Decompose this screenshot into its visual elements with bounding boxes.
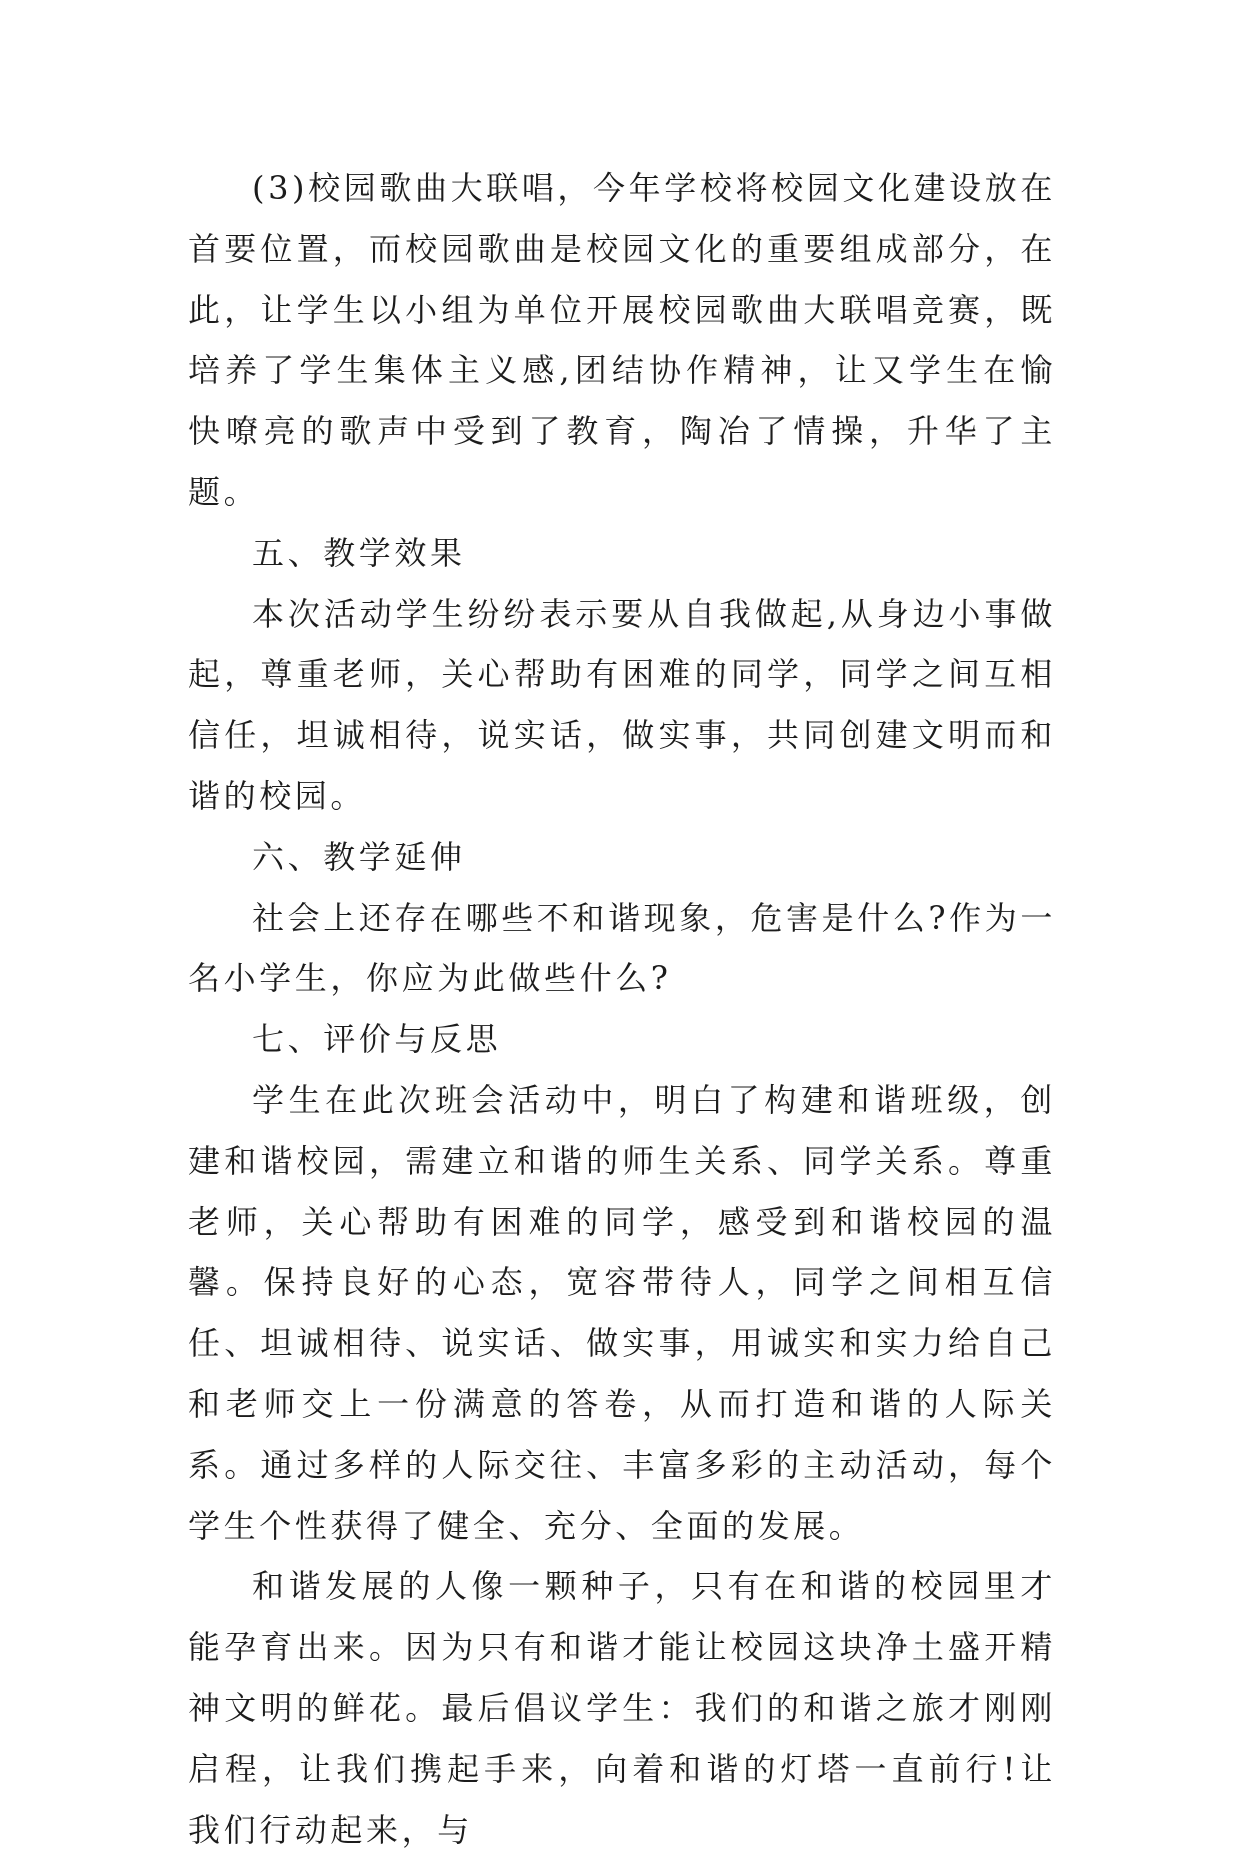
heading-teaching-effect: 五、教学效果 [252, 533, 466, 572]
heading-evaluation-reflection: 七、评价与反思 [252, 1020, 502, 1059]
paragraph-teaching-extension: 社会上还存在哪些不和谐现象，危害是什么?作为一名小学生，你应为此做些什么? [188, 898, 1056, 998]
paragraph-evaluation-reflection: 学生在此次班会活动中，明白了构建和谐班级，创建和谐校园，需建立和谐的师生关系、同学关系。尊重老师，关心帮助有困难的同学，感受到和谐校园的温馨。保持良好的心态，宽容带待人，同学之间相互信任、坦诚相待、说实话、做实事，用诚实和实力给自己 和老师交上一份满意的答卷，从而打造和谐的人际关系。通过多样的人际交往、丰富多彩的主动活动，每个学生个性获得了健全、充分、全面的发展。 [188, 1080, 1056, 1545]
document-body [188, 158, 1056, 1860]
paragraph-conclusion: 和谐发展的人像一颗种子，只有在和谐的校园里才能孕育出来。因为只有和谐才能让校园这块净土盛开精神文明的鲜花。最后倡议学生：我们的和谐之旅才刚刚启程，让我们携起手来，向着和谐的灯塔一直前行!让我们行动起来，与 [188, 1567, 1056, 1849]
paragraph-teaching-effect: 本次活动学生纷纷表示要从自我做起,从身边小事做起，尊重老师，关心帮助有困难的同学，同学之间互相信任，坦诚相待，说实话，做实事，共同创建文明而和谐的校园。 [188, 594, 1056, 815]
paragraph-campus-songs: (3)校园歌曲大联唱，今年学校将校园文化建设放在首要位置，而校园歌曲是校园文化的重要组成部分，在此，让学生以小组为单位开展校园歌曲大联唱竞赛，既培养了学生集体主义感,团结协作精神，让又学生在愉快嘹亮的歌声中受到了教育，陶冶了情操，升华了主题。 [188, 169, 1056, 511]
heading-teaching-extension: 六、教学延伸 [252, 837, 466, 876]
